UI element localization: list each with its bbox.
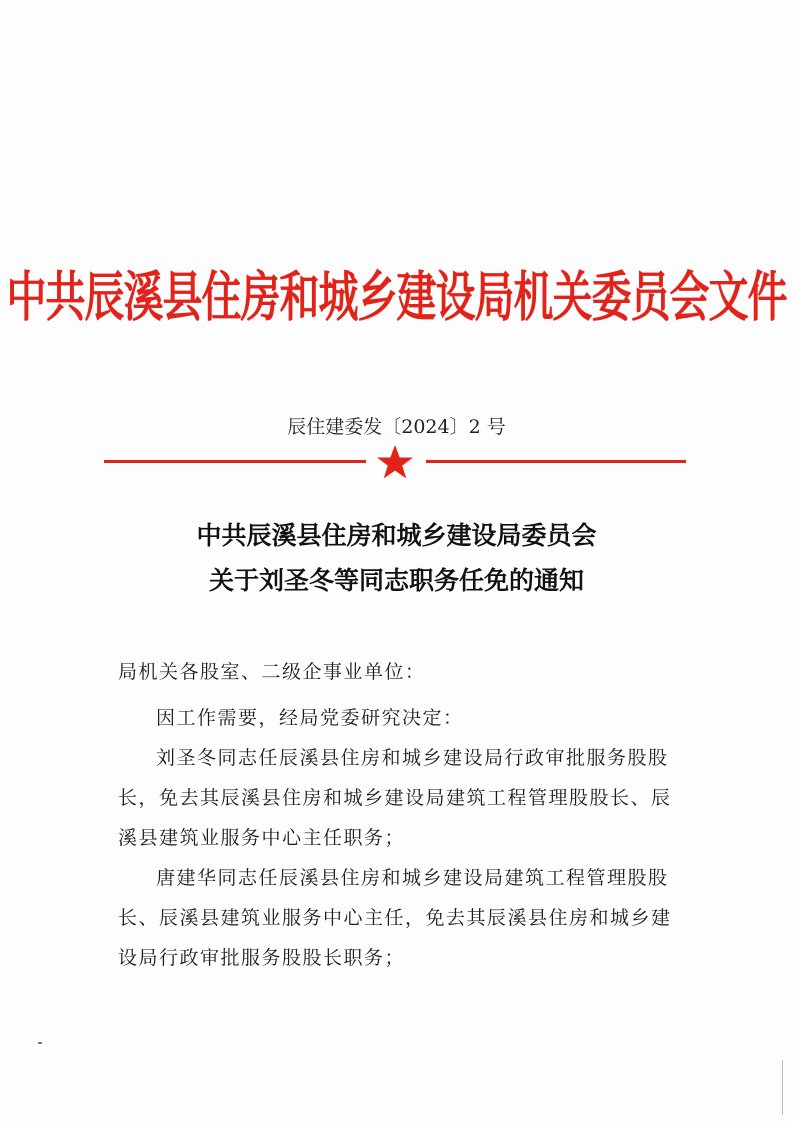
red-rule-right (426, 460, 686, 463)
document-number: 辰住建委发〔2024〕2 号 (287, 416, 506, 438)
document-masthead: 中共辰溪县住房和城乡建设局机关委员会文件 (6, 265, 787, 330)
salutation: 局机关各股室、二级企事业单位： (118, 661, 426, 683)
scan-mark (38, 1042, 42, 1044)
paragraph-decision: 因工作需要，经局党委研究决定： (156, 707, 464, 729)
paragraph-appointment-liu: 刘圣冬同志任辰溪县住房和城乡建设局行政审批服务股股长，免去其辰溪县住房和城乡建设局建筑工程管理股股长、辰溪县建筑业服务中心主任职务； (118, 747, 672, 849)
red-rule-left (104, 460, 366, 463)
document-title-line1: 中共辰溪县住房和城乡建设局委员会 (196, 521, 597, 550)
scan-edge-line (782, 1060, 783, 1115)
red-star-icon (375, 444, 415, 480)
document-title-line2: 关于刘圣冬等同志职务任免的通知 (208, 566, 584, 595)
paragraph-appointment-tang: 唐建华同志任辰溪县住房和城乡建设局建筑工程管理股股长、辰溪县建筑业服务中心主任，免去其辰溪县住房和城乡建设局行政审批服务股股长职务； (118, 867, 672, 969)
